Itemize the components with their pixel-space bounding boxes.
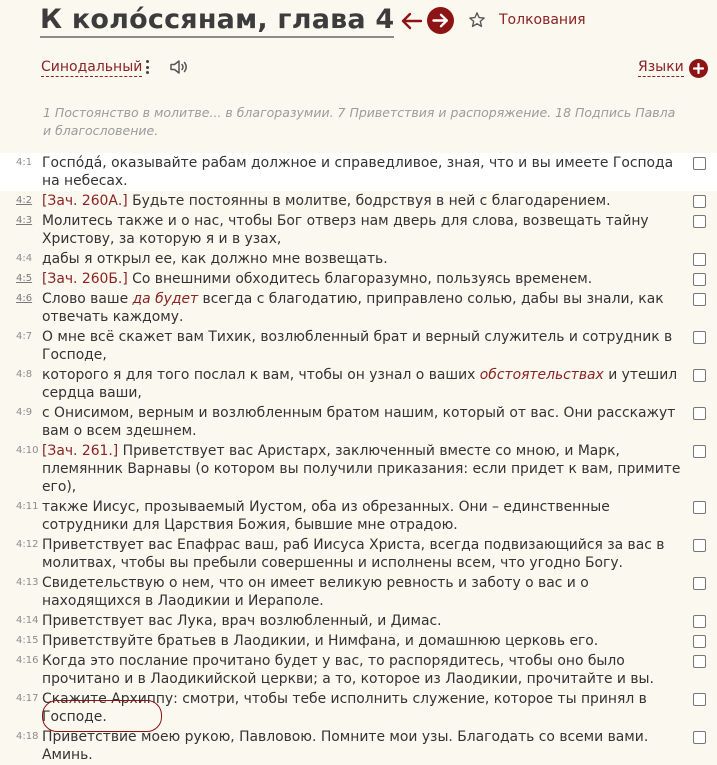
commentary-link[interactable]: Толкования bbox=[499, 12, 586, 28]
verse-number[interactable]: 4:7 bbox=[16, 331, 33, 342]
verse-text bbox=[42, 153, 684, 191]
verse-checkbox[interactable] bbox=[693, 655, 706, 668]
verse-text-part: Свидетельствую о нем, что он имеет великую ревность и заботу о вас и о находящихся в Лаодикии и Иераполе. bbox=[42, 575, 589, 609]
verse-checkbox[interactable] bbox=[693, 407, 706, 420]
verse-text-part: Со внешними обходитесь благоразумно, пользуясь временем. bbox=[127, 271, 593, 287]
toolbar bbox=[0, 56, 717, 84]
verse-checkbox[interactable] bbox=[693, 577, 706, 590]
verse-text bbox=[42, 403, 684, 441]
verse-number[interactable]: 4:8 bbox=[16, 369, 33, 380]
reading-marker: [Зач. 261.] bbox=[42, 443, 119, 459]
verse-row bbox=[0, 573, 717, 611]
verse-row bbox=[0, 327, 717, 365]
verse-checkbox[interactable] bbox=[693, 293, 706, 306]
verse-text bbox=[42, 611, 684, 631]
star-icon bbox=[468, 11, 486, 29]
verse-text-part: Приветствие моею рукою, Павловою. Помните мои узы. Благодать со всеми вами. Аминь. bbox=[42, 729, 649, 763]
verse-row bbox=[0, 441, 717, 497]
verse-text bbox=[42, 535, 684, 573]
arrow-right-icon bbox=[432, 13, 449, 28]
verse-row bbox=[0, 249, 717, 269]
verse-row bbox=[0, 611, 717, 631]
verse-text-part: всегда с благодатию, приправлено солью, дабы вы знали, как отвечать каждому. bbox=[42, 291, 664, 325]
verse-row bbox=[0, 727, 717, 765]
verse-checkbox[interactable] bbox=[693, 615, 706, 628]
verse-row bbox=[0, 497, 717, 535]
verse-checkbox[interactable] bbox=[693, 331, 706, 344]
translation-selector[interactable]: Синодальный bbox=[41, 59, 143, 75]
reading-marker: [Зач. 260А.] bbox=[42, 193, 128, 209]
verse-number[interactable]: 4:12 bbox=[16, 539, 39, 550]
chapter-summary: 1 Постоянство в молитве... в благоразумии. 7 Приветствия и распоряжение. 18 Подпись Павла и благословение. bbox=[43, 105, 676, 138]
verse-text-part: Приветствует вас Аристарх, заключенный вместе со мною, и Марк, племянник Варнавы (о котором вы получили приказания: если придет к вам, примите его), bbox=[42, 443, 681, 495]
verse-text bbox=[42, 365, 684, 403]
verse-number[interactable]: 4:6 bbox=[16, 293, 33, 304]
verse-row bbox=[0, 631, 717, 651]
verse-number[interactable]: 4:9 bbox=[16, 407, 33, 418]
verse-text-part: Молитесь также и о нас, чтобы Бог отверз нам дверь для слова, возвещать тайну Христову, за которую я и в узах, bbox=[42, 213, 649, 247]
verse-text-part: и утешил сердца ваши, bbox=[42, 367, 678, 401]
verse-checkbox[interactable] bbox=[693, 157, 706, 170]
verse-text bbox=[42, 269, 684, 289]
reading-marker: [Зач. 260Б.] bbox=[42, 271, 128, 287]
verse-text bbox=[42, 727, 684, 765]
verse-number[interactable]: 4:15 bbox=[16, 635, 39, 646]
verse-row bbox=[0, 403, 717, 441]
verse-checkbox[interactable] bbox=[693, 539, 706, 552]
verse-number[interactable]: 4:11 bbox=[16, 501, 39, 512]
verse-text bbox=[42, 497, 684, 535]
verse-number[interactable]: 4:1 bbox=[16, 157, 33, 168]
verse-text-part: Приветствует вас Епафрас ваш, раб Иисуса Христа, всегда подвизающийся за вас в молитвах, чтобы вы пребыли совершенны и исполнены всем, что угодно Богу. bbox=[42, 537, 665, 571]
speaker-icon[interactable] bbox=[169, 58, 189, 76]
verse-text bbox=[42, 441, 684, 497]
verse-number[interactable]: 4:17 bbox=[16, 693, 39, 704]
verse-number[interactable]: 4:2 bbox=[16, 195, 33, 206]
verse-text-part: также Иисус, прозываемый Иустом, оба из обрезанных. Они – единственные сотрудники для Царствия Божия, бывшие мне отрадою. bbox=[42, 499, 610, 533]
verse-number[interactable]: 4:13 bbox=[16, 577, 39, 588]
verse-row bbox=[0, 289, 717, 327]
verse-text-part: Госпо́дá, оказывайте рабам должное и справедливое, зная, что и вы имеете Господа на небесах. bbox=[42, 155, 674, 189]
added-word: да будет bbox=[132, 291, 199, 307]
page-title: К коло́ссянам, глава 4 bbox=[40, 4, 394, 38]
page-header bbox=[0, 0, 717, 50]
verse-checkbox[interactable] bbox=[693, 253, 706, 266]
verse-text-part: Слово ваше bbox=[42, 291, 133, 307]
verse-checkbox[interactable] bbox=[693, 369, 706, 382]
verse-text-part: Будьте постоянны в молитве, бодрствуя в ней с благодарением. bbox=[127, 193, 611, 209]
verse-row bbox=[0, 211, 717, 249]
verse-row bbox=[0, 651, 717, 689]
verse-text-part: Скажите Архиппу: смотри, чтобы тебе исполнить служение, которое ты принял в Господе. bbox=[42, 691, 647, 725]
plus-icon[interactable] bbox=[689, 59, 708, 78]
verse-text bbox=[42, 651, 684, 689]
previous-chapter-button[interactable] bbox=[399, 8, 425, 34]
verse-checkbox[interactable] bbox=[693, 195, 706, 208]
verse-text bbox=[42, 631, 684, 651]
arrow-left-icon bbox=[401, 12, 423, 30]
verse-text-part: с Онисимом, верным и возлюбленным братом нашим, который от вас. Они расскажут вам о всем здешнем. bbox=[42, 405, 676, 439]
verse-row bbox=[0, 365, 717, 403]
verse-text-part: Приветствует вас Лука, врач возлюбленный, и Димас. bbox=[42, 613, 442, 629]
verse-text-part: Когда это послание прочитано будет у вас, то распорядитесь, чтобы оно было прочитано и в Лаодикийской церкви; а то, которое из Лаодикии, прочитайте и вы. bbox=[42, 653, 654, 687]
verse-text-part: которого я для того послал к вам, чтобы он узнал о ваших bbox=[42, 367, 480, 383]
verse-text bbox=[42, 573, 684, 611]
verse-text bbox=[42, 289, 684, 327]
verse-number[interactable]: 4:5 bbox=[16, 273, 33, 284]
verse-checkbox[interactable] bbox=[693, 273, 706, 286]
verse-list bbox=[0, 153, 717, 765]
verse-text-part: Приветствуйте братьев в Лаодикии, и Нимфана, и домашнюю церковь его. bbox=[42, 633, 599, 649]
verse-checkbox[interactable] bbox=[693, 731, 706, 744]
verse-number[interactable]: 4:16 bbox=[16, 655, 39, 666]
bookmark-star-button[interactable] bbox=[468, 11, 486, 29]
verse-row bbox=[0, 153, 717, 191]
next-chapter-button[interactable] bbox=[427, 7, 454, 34]
languages-link[interactable]: Языки bbox=[638, 59, 684, 75]
verse-row bbox=[0, 535, 717, 573]
verse-text-part: дабы я открыл ее, как должно мне возвещать. bbox=[42, 251, 388, 267]
verse-row bbox=[0, 269, 717, 289]
verse-checkbox[interactable] bbox=[693, 445, 706, 458]
verse-number[interactable]: 4:4 bbox=[16, 253, 33, 264]
verse-row bbox=[0, 191, 717, 211]
verse-number[interactable]: 4:3 bbox=[16, 215, 33, 226]
verse-text bbox=[42, 191, 684, 211]
verse-text bbox=[42, 249, 684, 269]
verse-checkbox[interactable] bbox=[693, 635, 706, 648]
verse-checkbox[interactable] bbox=[693, 693, 706, 706]
added-word: обстоятельствах bbox=[479, 367, 604, 383]
verse-checkbox[interactable] bbox=[693, 501, 706, 514]
verse-text bbox=[42, 211, 684, 249]
kebab-menu-icon[interactable] bbox=[142, 58, 152, 76]
verse-text bbox=[42, 327, 684, 365]
verse-number[interactable]: 4:10 bbox=[16, 445, 39, 456]
verse-text-part: О мне всё скажет вам Тихик, возлюбленный брат и верный служитель и сотрудник в Господе, bbox=[42, 329, 673, 363]
verse-number[interactable]: 4:18 bbox=[16, 731, 39, 742]
bottom-button[interactable] bbox=[42, 700, 162, 732]
verse-number[interactable]: 4:14 bbox=[16, 615, 39, 626]
verse-checkbox[interactable] bbox=[693, 215, 706, 228]
